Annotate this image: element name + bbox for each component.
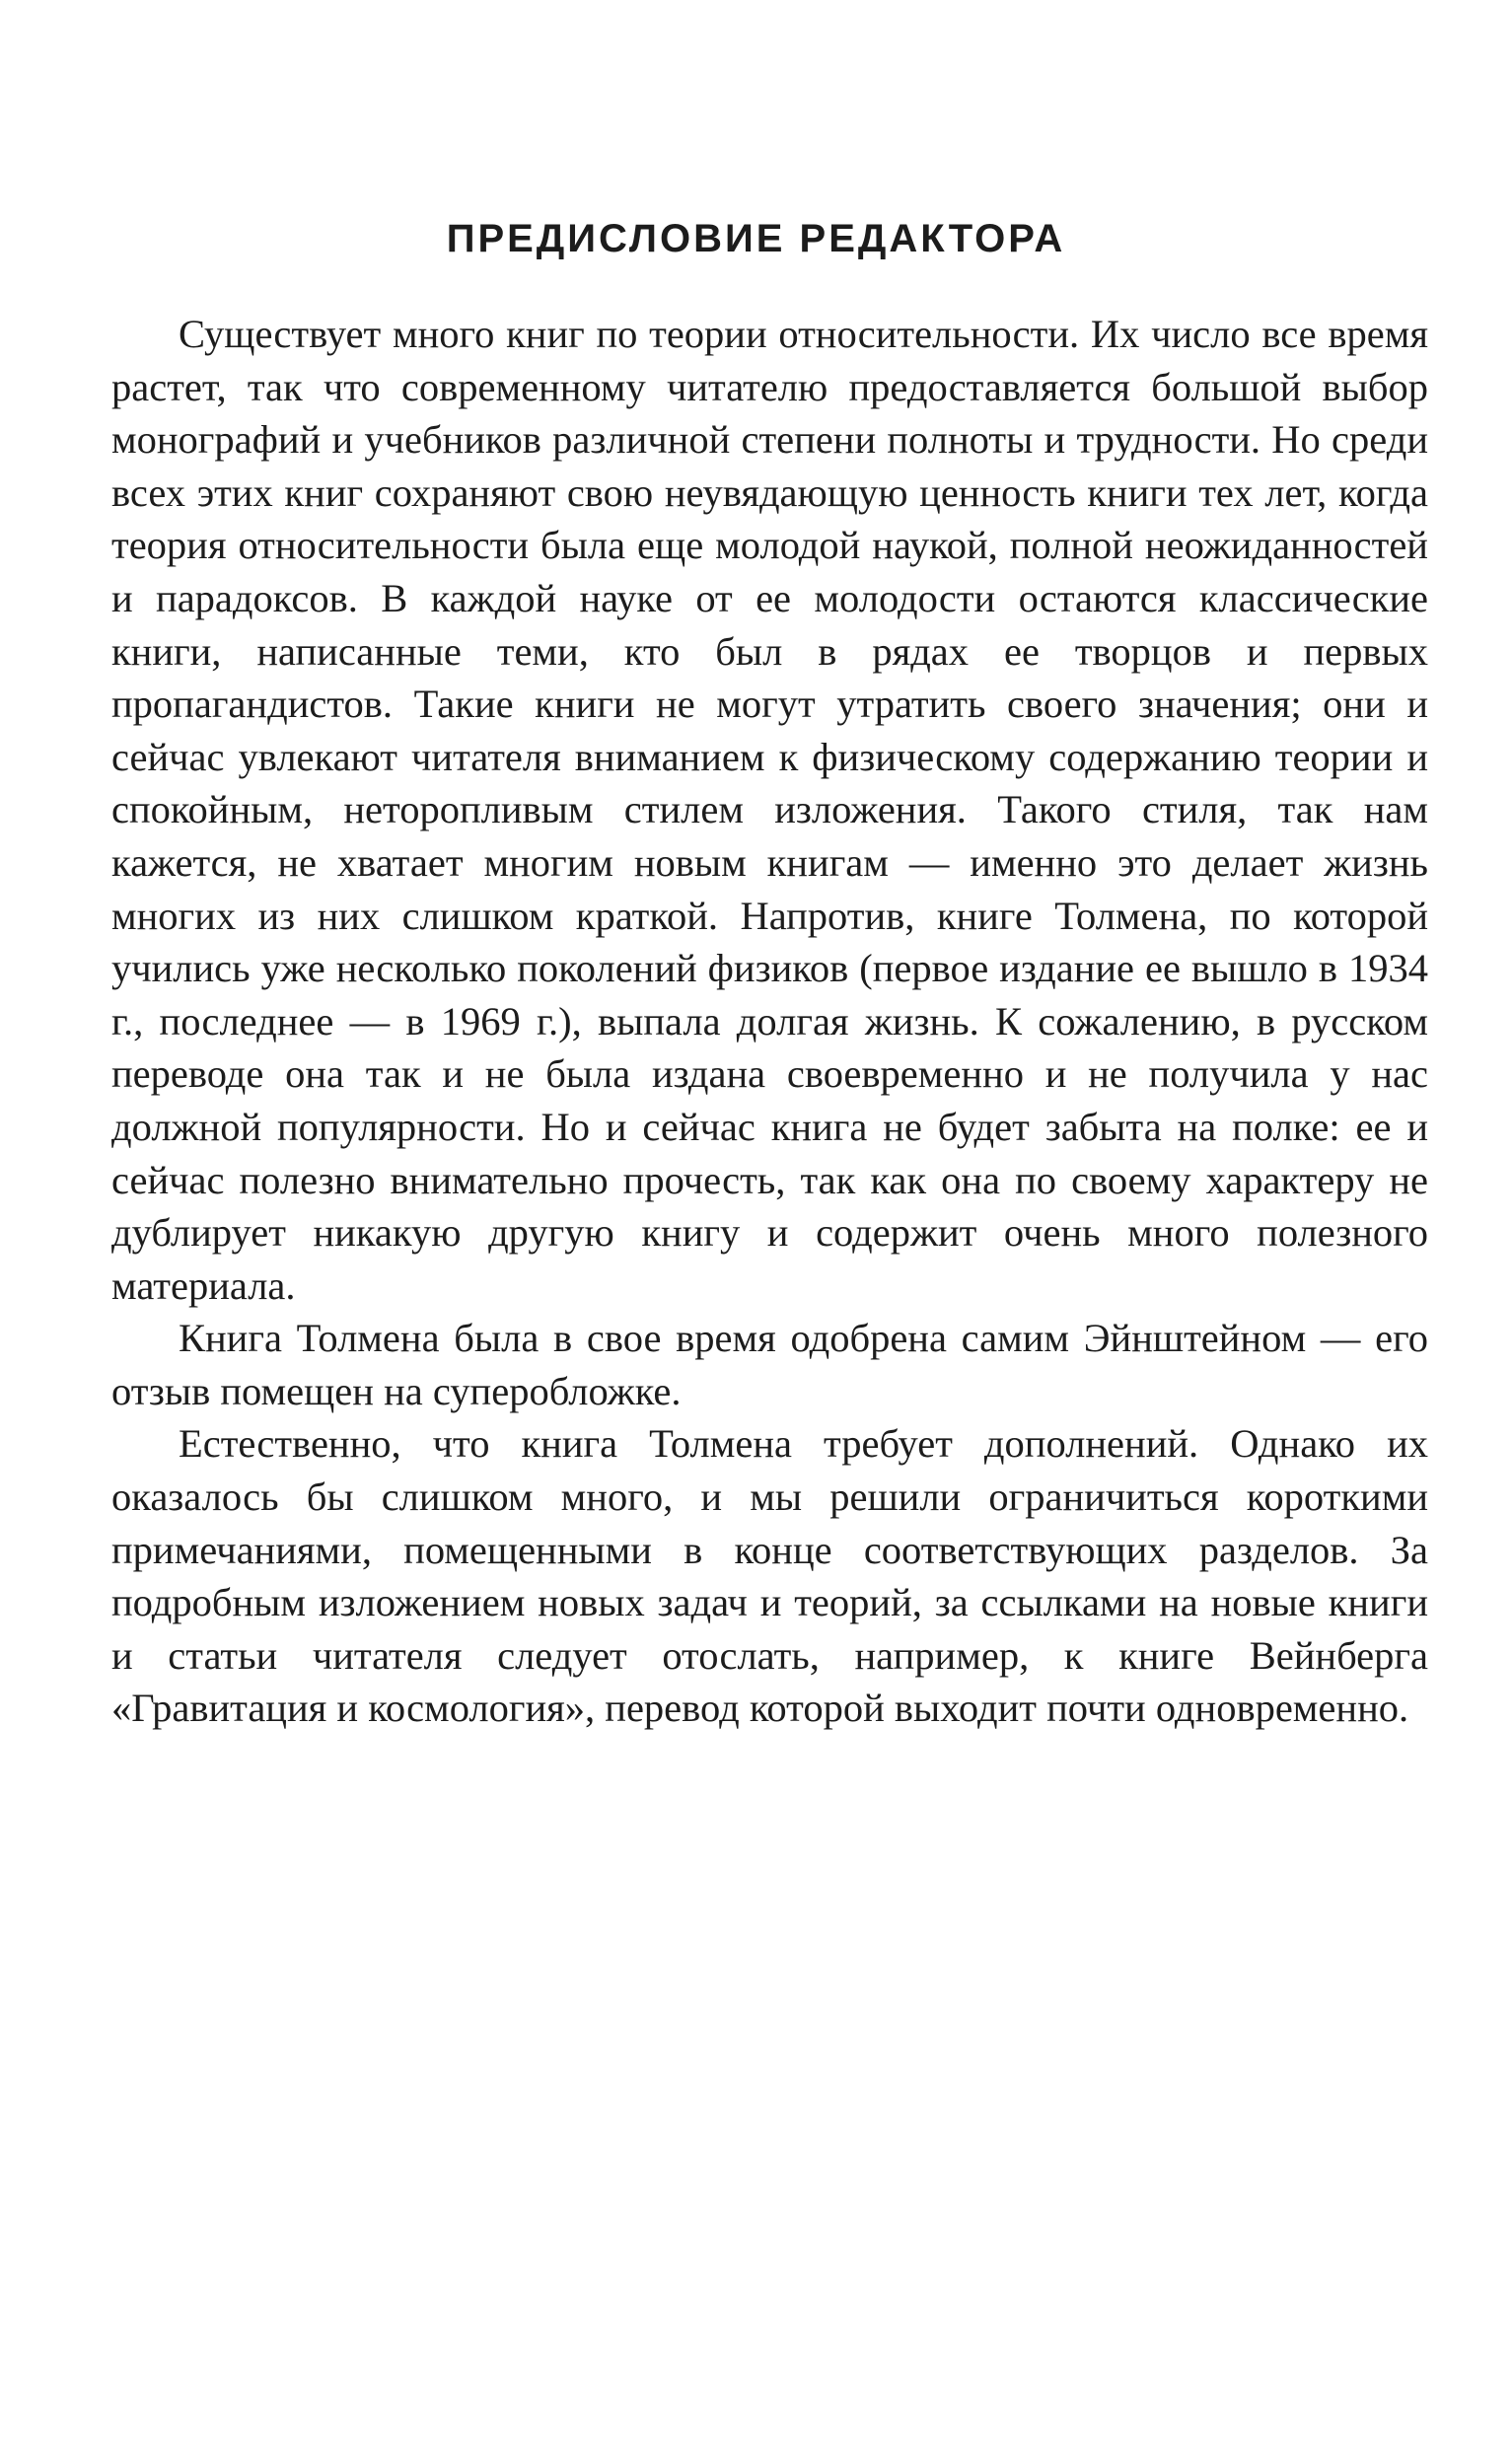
- body-text: [111, 308, 1428, 1735]
- paragraph-3: Естественно, что книга Толмена требует дополнений. Однако их оказалось бы слишком много, и мы решили ограничиться короткими примечаниями, помещенными в конце соответствующих разделов. За подробным изложением новых задач и теорий, за ссылками на новые книги и статьи читателя следует отослать, например, к книге Вейнберга «Гравитация и космология», перевод которой выходит почти одновременно.: [111, 1421, 1428, 1731]
- paragraph-1: Существует много книг по теории относительности. Их число все время растет, так что современному читателю предоставляется большой выбор монографий и учебников различной степени полноты и трудности. Но среди всех этих книг сохраняют свою неувядающую ценность книги тех лет, когда теория относительности была еще молодой наукой, полной неожиданностей и парадоксов. В каждой науке от ее молодости остаются классические книги, написанные теми, кто был в рядах ее творцов и первых пропагандистов. Такие книги не могут утратить своего значения; они и сейчас увлекают читателя вниманием к физическому содержанию теории и спокойным, неторопливым стилем изложения. Такого стиля, так нам кажется, не хватает многим новым книгам — именно это делает жизнь многих из них слишком краткой. Напротив, книге Толмена, по которой учились уже несколько поколений физиков (первое издание ее вышло в 1934 г., последнее — в 1969 г.), выпала долгая жизнь. К сожалению, в русском переводе она так и не была издана своевременно и не получила у нас должной популярности. Но и сейчас книга не будет забыта на полке: ее и сейчас полезно внимательно прочесть, так как она по своему характеру не дублирует никакую другую книгу и содержит очень много полезного материала.: [111, 312, 1428, 1308]
- page-title: ПРЕДИСЛОВИЕ РЕДАКТОРА: [446, 217, 1066, 260]
- paragraph-2: Книга Толмена была в свое время одобрена самим Эйнштейном — его отзыв помещен на суперобложке.: [111, 1316, 1428, 1413]
